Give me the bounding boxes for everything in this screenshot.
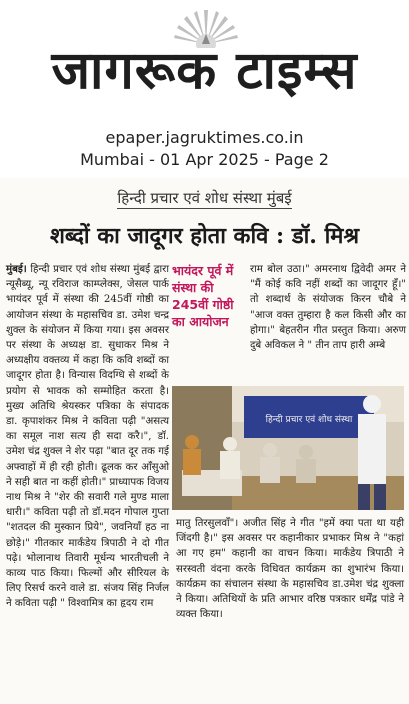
pull-quote-text: भायंदर पूर्व में संस्था की 245वीं गोष्ठी का आयोजन bbox=[172, 263, 234, 329]
org-label bbox=[0, 188, 409, 208]
org-label-text: हिन्दी प्रचार एवं शोध संस्था मुंबई bbox=[117, 189, 292, 207]
event-photo-illustration bbox=[172, 386, 404, 510]
photo-banner-text: हिन्दी प्रचार एवं शोध संस्था bbox=[265, 415, 353, 425]
article-column-1 bbox=[6, 262, 169, 612]
epaper-url[interactable]: epaper.jagruktimes.co.in bbox=[105, 128, 304, 147]
dateline: मुंबई। bbox=[6, 263, 27, 275]
masthead bbox=[0, 0, 409, 112]
article-column-1-text: हिन्दी प्रचार एवं शोध संस्था मुंबई द्वारा न्यूसैब्यू, न्यू रविराज काम्प्लेक्स, जेसल पार्क भायंदर पूर्व में संस्था की 245वीं गोष्ठी का आयोजन संस्था के महासचिव डा. उमेश चन्द्र शुक्ल के संयोजन में किया गया। इस अवसर पर संस्था के अध्यक्ष डा. सुधाकर मिश्र ने अध्यक्षीय वक्तव्य में कहा कि कवि शब्दों का जादूगर होता है। विन्यास विदग्धि से शब्दों के प्रयोग से भावक को सम्मोहित करता है। मुख्य अतिथि श्रेयस्कर पत्रिका के संपादक डा. कृपाशंकर मिश्र ने कविता पढ़ी "असत्य का समूल नाश सत्य ही सदा करै।", डॉ. उमेश चंद्र शुक्ल ने शेर पढ़ा "बात दूर तक गई अफ्वाहों में ही रही होती। ढूलक कर आँसुओ ने सही बात ना कहीं होती।" प्राध्यापक विजय नाथ मिश्र ने "शेर की सवारी गले मुण्ड माला धारी।" कविता पढ़ी तो डॉ.मदन गोपाल गुप्ता "शतदल की मुस्कान प्रिये", जवनियाँ हठ ना छोड़े।" गीतकार मार्कंडेय त्रिपाठी ने दो गीत पढ़े। भोलानाथ तिवारी मूर्धन्य भारतीचली ने काव्य पाठ किया। फिल्मों और सीरियल के लिए रिसर्च करने वाले डा. संजय सिंह निर्जल ने कविता पढ़ी " विश्वामित्र का हृदय राम bbox=[6, 264, 169, 610]
headline: शब्दों का जादूगर होता कवि : डॉ. मिश्र bbox=[49, 223, 360, 249]
article-column-3: राम बोल उठा।" अमरनाथ द्विवेदी अमर ने "मैं कोई कवि नहीं शब्दों का जादूगर हूँ।" तो शब्दार्थ के संयोजक किरन चौबे ने "आज वक्त तुम्हारा है कल किसी और का होगा।" बेहतरीन गीत प्रस्तुत किया। अरुण दुबे अविकल ने " तीन ताप हारी अम्बे bbox=[250, 264, 406, 352]
article-lower-column: मातु तिरसुलवाँ"। अजीत सिंह ने गीत "हमें क्या पता था यही जिंदगी है।" इस अवसर पर कहानीकार प्रभाकर मिश्र ने "कहां आ गए हम" कहानी का वाचन किया। मार्कंडेय त्रिपाठी ने सरस्वती वंदना करके विधिवत कार्यक्रम का शुभारंभ किया। कार्यक्रम का संचालन संस्था के महासचिव डा.उमेश चंद्र शुक्ला ने किया। अतिथियों के प्रति आभार वरिष्ठ पत्रकार धर्मेंद्र पांडे ने व्यक्त किया। bbox=[176, 518, 404, 621]
event-photo bbox=[172, 386, 404, 510]
newspaper-logo[interactable]: जागरूक टाइम्स bbox=[51, 40, 358, 101]
pull-quote bbox=[172, 262, 246, 360]
edition-date-page: Mumbai - 01 Apr 2025 - Page 2 bbox=[80, 150, 329, 169]
